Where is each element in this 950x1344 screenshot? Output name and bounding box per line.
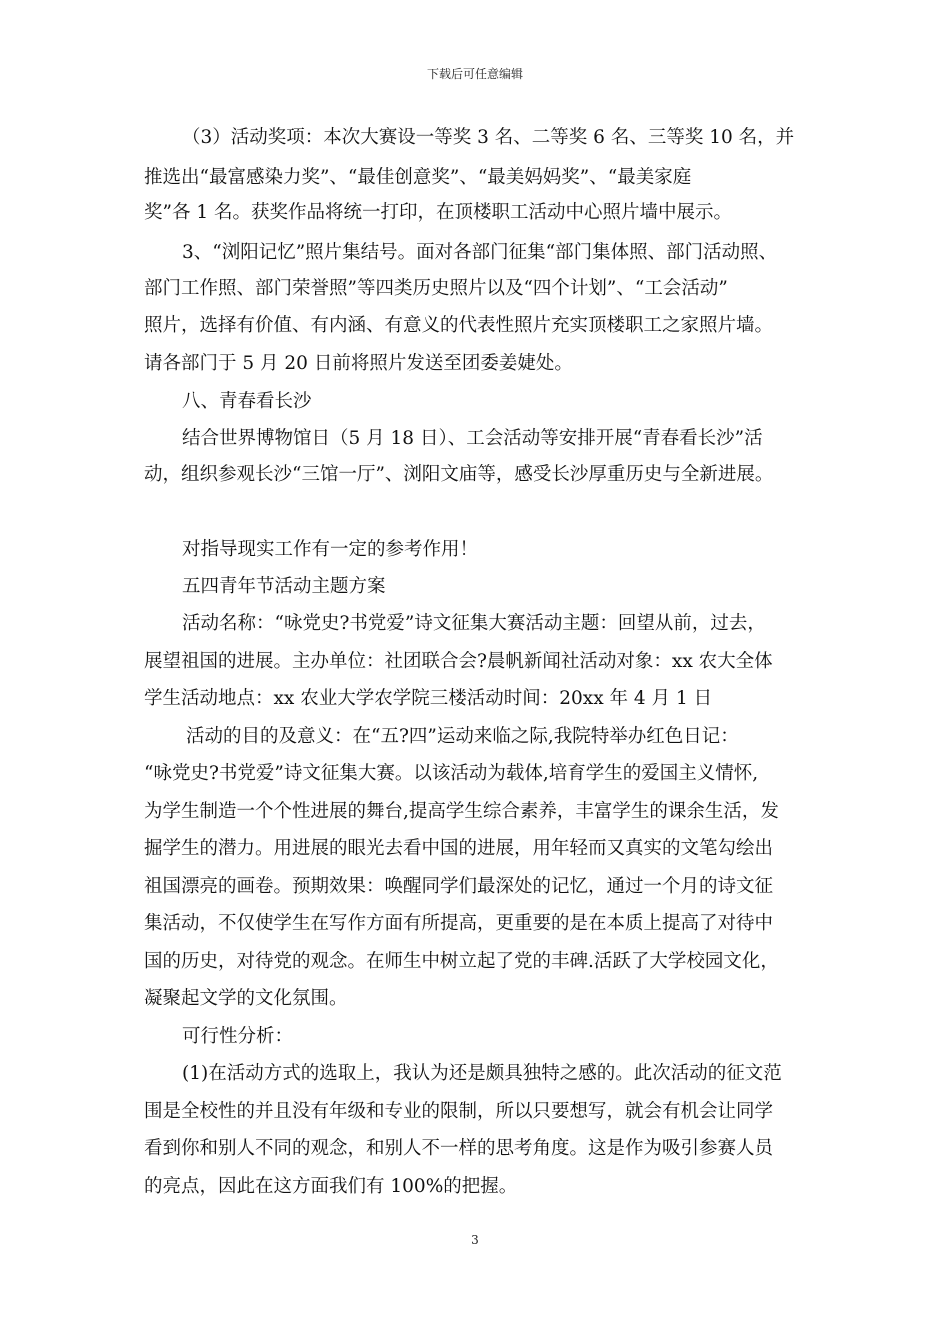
body-line: 照片，选择有价值、有内涵、有意义的代表性照片充实顶楼职工之家照片墙。 xyxy=(144,315,774,336)
body-line: 3、“浏阳记忆”照片集结号。面对各部门征集“部门集体照、部门活动照、 xyxy=(182,242,778,263)
body-line: 推选出“最富感染力奖”、“最佳创意奖”、“最美妈妈奖”、“最美家庭 xyxy=(144,167,692,188)
body-line: 围是全校性的并且没有年级和专业的限制，所以只要想写，就会有机会让同学 xyxy=(144,1101,774,1122)
section-heading: 八、青春看长沙 xyxy=(182,391,312,412)
body-line: (1)在活动方式的选取上，我认为还是颇具独特之感的。此次活动的征文范 xyxy=(182,1063,782,1084)
body-line: 奖”各 1 名。获奖作品将统一打印，在顶楼职工活动中心照片墙中展示。 xyxy=(144,202,732,223)
section-heading: 可行性分析： xyxy=(182,1026,294,1047)
body-line: 掘学生的潜力。用进展的眼光去看中国的进展，用年轻而又真实的文笔勾绘出 xyxy=(144,838,774,859)
body-line: 结合世界博物馆日（5 月 18 日）、工会活动等安排开展“青春看长沙”活 xyxy=(182,428,763,449)
body-line: “咏党史?书党爱”诗文征集大赛。以该活动为载体,培育学生的爱国主义情怀, xyxy=(144,763,759,784)
body-line: 活动的目的及意义：在“五?四”运动来临之际,我院特举办红色日记： xyxy=(186,726,739,747)
body-line: 看到你和别人不同的观念，和别人不一样的思考角度。这是作为吸引参赛人员 xyxy=(144,1138,774,1159)
body-line: 请各部门于 5 月 20 日前将照片发送至团委姜婕处。 xyxy=(144,353,573,374)
body-line: 活动名称：“咏党史?书党爱”诗文征集大赛活动主题：回望从前，过去， xyxy=(182,613,766,634)
body-line: 动，组织参观长沙“三馆一厅”、浏阳文庙等，感受长沙厚重历史与全新进展。 xyxy=(144,464,774,485)
body-line: 的亮点，因此在这方面我们有 100%的把握。 xyxy=(144,1176,518,1197)
body-line: 凝聚起文学的文化氛围。 xyxy=(144,988,348,1009)
body-line: 展望祖国的进展。主办单位：社团联合会?晨帆新闻社活动对象：xx 农大全体 xyxy=(144,651,773,672)
page-number: 3 xyxy=(471,1233,479,1247)
body-line: 集活动，不仅使学生在写作方面有所提高，更重要的是在本质上提高了对待中 xyxy=(144,913,774,934)
body-line: 学生活动地点：xx 农业大学农学院三楼活动时间：20xx 年 4 月 1 日 xyxy=(144,688,713,709)
body-line: 部门工作照、部门荣誉照”等四类历史照片以及“四个计划”、“工会活动” xyxy=(144,278,728,299)
body-line: 对指导现实工作有一定的参考作用！ xyxy=(182,539,479,560)
section-heading: 五四青年节活动主题方案 xyxy=(182,576,386,597)
page-header: 下载后可任意编辑 xyxy=(426,67,523,81)
body-line: 祖国漂亮的画卷。预期效果：唤醒同学们最深处的记忆，通过一个月的诗文征 xyxy=(144,876,774,897)
body-line: 为学生制造一个个性进展的舞台,提高学生综合素养，丰富学生的课余生活，发 xyxy=(144,801,779,822)
body-line: 国的历史，对待党的观念。在师生中树立起了党的丰碑.活跃了大学校园文化， xyxy=(144,951,779,972)
body-line: （3）活动奖项：本次大赛设一等奖 3 名、二等奖 6 名、三等奖 10 名，并 xyxy=(182,127,795,148)
